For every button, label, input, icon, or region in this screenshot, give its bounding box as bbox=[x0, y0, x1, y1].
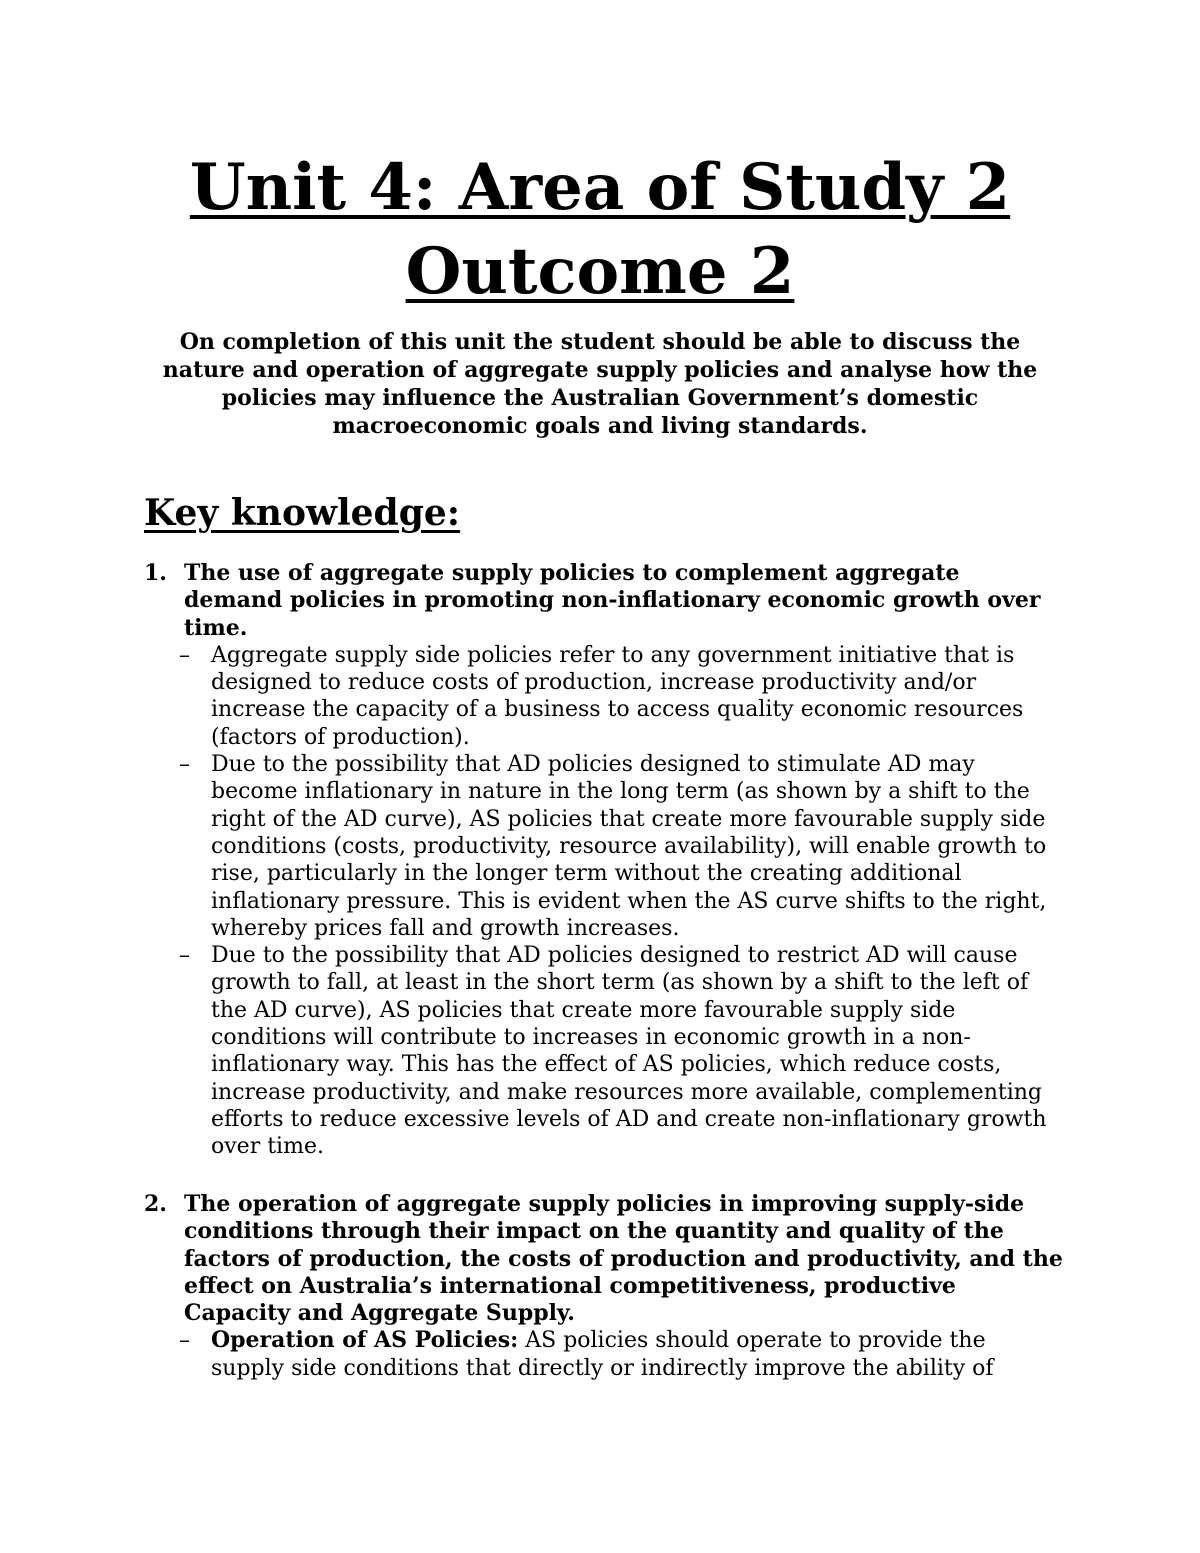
bullet-text: AS policies should operate to provide the supply side conditions that directly or indirectly improve the ability of bbox=[211, 1328, 994, 1381]
bullet-label: Operation of AS Policies: bbox=[211, 1327, 519, 1354]
item-number: 2. bbox=[144, 1191, 167, 1217]
bullet-item bbox=[179, 1327, 1064, 1382]
bullet-text: Due to the possibility that AD policies designed to stimulate AD may become inflationary in nature in the long term (as shown by a shift to the right of the AD curve), AS policies that create more favourable supply side conditions (costs, productivity, resource availability), will enable growth to rise, particularly in the longer term without the creating additional inflationary pressure. This is evident when the AS curve shifts to the right, whereby prices fall and growth increases. bbox=[211, 752, 1047, 941]
bullet-item bbox=[179, 942, 1064, 1160]
bullet-item bbox=[179, 642, 1064, 751]
item-number: 1. bbox=[144, 560, 167, 586]
dash-bullet-icon: – bbox=[179, 752, 190, 778]
dash-bullet-icon: – bbox=[179, 943, 190, 969]
bullet-list bbox=[144, 1327, 1064, 1382]
item-title: The use of aggregate supply policies to complement aggregate demand policies in promoting non-inflationary economic growth over time. bbox=[184, 560, 1041, 641]
bullet-item bbox=[179, 751, 1064, 942]
key-knowledge-item-1 bbox=[144, 560, 1064, 1161]
dash-bullet-icon: – bbox=[179, 642, 190, 668]
page-title-line-2: Outcome 2 bbox=[405, 234, 795, 309]
bullet-text: Due to the possibility that AD policies designed to restrict AD will cause growth to fall, at least in the short term (as shown by a shift to the left of the AD curve), AS policies that create more favourable supply side conditions will contribute to increases in economic growth in a non-inflationary way. This has the effect of AS policies, which reduce costs, increase productivity, and make resources more available, complementing efforts to reduce excessive levels of AD and create non-inflationary growth over time. bbox=[211, 943, 1047, 1160]
dash-bullet-icon: – bbox=[179, 1328, 190, 1354]
page-title-line-1: Unit 4: Area of Study 2 bbox=[189, 150, 1011, 225]
bullet-text: Aggregate supply side policies refer to any government initiative that is designed to reduce costs of production, increase productivity and/or increase the capacity of a business to access quality economic resources (factors of production). bbox=[211, 642, 1024, 750]
outcome-statement: On completion of this unit the student should be able to discuss the nature and operation of aggregate supply policies and analyse how the policies may influence the Australian Government’s domestic macroeconomic goals and living standards. bbox=[162, 329, 1038, 439]
item-title: The operation of aggregate supply policies in improving supply-side conditions through their impact on the quantity and quality of the factors of production, the costs of production and productivity, and the effect on Australia’s international competitiveness, productive Capacity and Aggregate Supply. bbox=[184, 1191, 1063, 1327]
key-knowledge-item-2 bbox=[144, 1191, 1064, 1382]
title-block bbox=[0, 146, 1200, 314]
bullet-list bbox=[144, 642, 1064, 1161]
key-knowledge-heading: Key knowledge: bbox=[144, 492, 461, 534]
